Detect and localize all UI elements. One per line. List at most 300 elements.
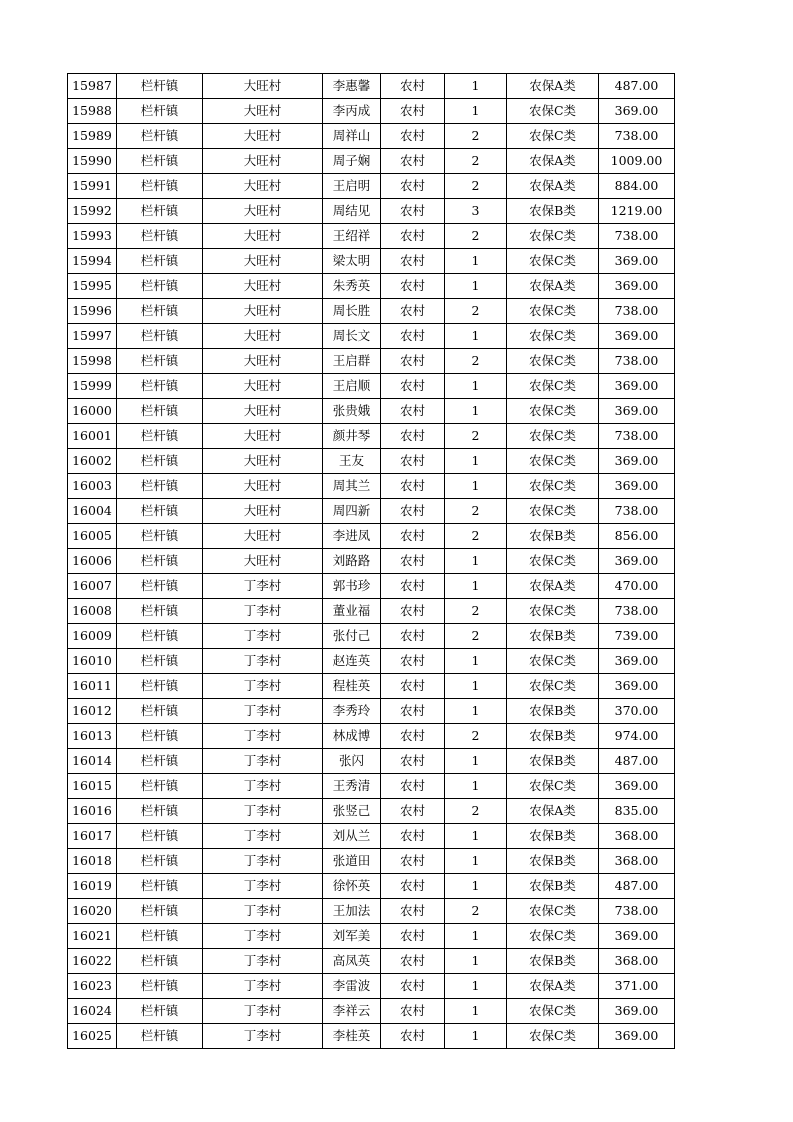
insurance-category-cell: 农保B类 (507, 199, 599, 224)
amount-cell: 369.00 (599, 774, 675, 799)
record-number-cell: 15997 (68, 324, 117, 349)
area-type-cell: 农村 (381, 149, 445, 174)
area-type-cell: 农村 (381, 574, 445, 599)
table-row (68, 549, 675, 574)
town-cell: 栏杆镇 (117, 799, 203, 824)
records-table-body (68, 74, 675, 1049)
area-type-cell: 农村 (381, 1024, 445, 1049)
table-row (68, 449, 675, 474)
town-cell: 栏杆镇 (117, 324, 203, 349)
record-number-cell: 16005 (68, 524, 117, 549)
town-cell: 栏杆镇 (117, 774, 203, 799)
amount-cell: 738.00 (599, 899, 675, 924)
name-cell: 王绍祥 (323, 224, 381, 249)
area-type-cell: 农村 (381, 374, 445, 399)
household-size-cell: 1 (445, 449, 507, 474)
table-row (68, 224, 675, 249)
table-row (68, 949, 675, 974)
amount-cell: 371.00 (599, 974, 675, 999)
town-cell: 栏杆镇 (117, 924, 203, 949)
amount-cell: 369.00 (599, 1024, 675, 1049)
table-row (68, 874, 675, 899)
household-size-cell: 1 (445, 924, 507, 949)
table-row (68, 774, 675, 799)
village-cell: 大旺村 (203, 549, 323, 574)
area-type-cell: 农村 (381, 124, 445, 149)
record-number-cell: 16006 (68, 549, 117, 574)
insurance-category-cell: 农保C类 (507, 399, 599, 424)
record-number-cell: 16015 (68, 774, 117, 799)
amount-cell: 738.00 (599, 299, 675, 324)
name-cell: 周长胜 (323, 299, 381, 324)
amount-cell: 835.00 (599, 799, 675, 824)
record-number-cell: 16020 (68, 899, 117, 924)
table-row (68, 849, 675, 874)
record-number-cell: 15994 (68, 249, 117, 274)
area-type-cell: 农村 (381, 674, 445, 699)
household-size-cell: 1 (445, 824, 507, 849)
record-number-cell: 16011 (68, 674, 117, 699)
village-cell: 大旺村 (203, 149, 323, 174)
area-type-cell: 农村 (381, 524, 445, 549)
table-row (68, 924, 675, 949)
amount-cell: 370.00 (599, 699, 675, 724)
name-cell: 李丙成 (323, 99, 381, 124)
household-size-cell: 2 (445, 624, 507, 649)
name-cell: 李秀玲 (323, 699, 381, 724)
insurance-category-cell: 农保A类 (507, 799, 599, 824)
village-cell: 大旺村 (203, 399, 323, 424)
record-number-cell: 16009 (68, 624, 117, 649)
town-cell: 栏杆镇 (117, 74, 203, 99)
amount-cell: 738.00 (599, 599, 675, 624)
village-cell: 大旺村 (203, 299, 323, 324)
record-number-cell: 16002 (68, 449, 117, 474)
amount-cell: 369.00 (599, 999, 675, 1024)
name-cell: 林成博 (323, 724, 381, 749)
record-number-cell: 15992 (68, 199, 117, 224)
village-cell: 大旺村 (203, 74, 323, 99)
name-cell: 王友 (323, 449, 381, 474)
table-row (68, 899, 675, 924)
town-cell: 栏杆镇 (117, 224, 203, 249)
record-number-cell: 15999 (68, 374, 117, 399)
record-number-cell: 16016 (68, 799, 117, 824)
table-row (68, 149, 675, 174)
household-size-cell: 1 (445, 999, 507, 1024)
record-number-cell: 16018 (68, 849, 117, 874)
area-type-cell: 农村 (381, 424, 445, 449)
village-cell: 大旺村 (203, 524, 323, 549)
household-size-cell: 1 (445, 549, 507, 574)
table-row (68, 399, 675, 424)
area-type-cell: 农村 (381, 649, 445, 674)
table-row (68, 624, 675, 649)
town-cell: 栏杆镇 (117, 174, 203, 199)
table-row (68, 799, 675, 824)
insurance-category-cell: 农保C类 (507, 224, 599, 249)
area-type-cell: 农村 (381, 349, 445, 374)
area-type-cell: 农村 (381, 824, 445, 849)
area-type-cell: 农村 (381, 624, 445, 649)
area-type-cell: 农村 (381, 324, 445, 349)
amount-cell: 369.00 (599, 99, 675, 124)
name-cell: 程桂英 (323, 674, 381, 699)
household-size-cell: 2 (445, 174, 507, 199)
household-size-cell: 1 (445, 849, 507, 874)
name-cell: 李祥云 (323, 999, 381, 1024)
record-number-cell: 15995 (68, 274, 117, 299)
record-number-cell: 16004 (68, 499, 117, 524)
household-size-cell: 1 (445, 774, 507, 799)
town-cell: 栏杆镇 (117, 374, 203, 399)
area-type-cell: 农村 (381, 449, 445, 474)
village-cell: 丁李村 (203, 799, 323, 824)
amount-cell: 487.00 (599, 874, 675, 899)
town-cell: 栏杆镇 (117, 724, 203, 749)
area-type-cell: 农村 (381, 199, 445, 224)
household-size-cell: 2 (445, 899, 507, 924)
amount-cell: 884.00 (599, 174, 675, 199)
area-type-cell: 农村 (381, 74, 445, 99)
village-cell: 丁李村 (203, 924, 323, 949)
insurance-category-cell: 农保C类 (507, 899, 599, 924)
town-cell: 栏杆镇 (117, 849, 203, 874)
table-row (68, 1024, 675, 1049)
area-type-cell: 农村 (381, 474, 445, 499)
amount-cell: 369.00 (599, 674, 675, 699)
amount-cell: 369.00 (599, 449, 675, 474)
village-cell: 丁李村 (203, 849, 323, 874)
household-size-cell: 2 (445, 524, 507, 549)
amount-cell: 487.00 (599, 74, 675, 99)
insurance-category-cell: 农保C类 (507, 599, 599, 624)
household-size-cell: 2 (445, 299, 507, 324)
record-number-cell: 16019 (68, 874, 117, 899)
household-size-cell: 2 (445, 599, 507, 624)
town-cell: 栏杆镇 (117, 699, 203, 724)
name-cell: 王启群 (323, 349, 381, 374)
record-number-cell: 16021 (68, 924, 117, 949)
household-size-cell: 1 (445, 99, 507, 124)
amount-cell: 369.00 (599, 924, 675, 949)
record-number-cell: 15996 (68, 299, 117, 324)
household-size-cell: 1 (445, 949, 507, 974)
household-size-cell: 2 (445, 224, 507, 249)
table-row (68, 724, 675, 749)
record-number-cell: 16024 (68, 999, 117, 1024)
name-cell: 张闪 (323, 749, 381, 774)
area-type-cell: 农村 (381, 299, 445, 324)
insurance-category-cell: 农保C类 (507, 674, 599, 699)
table-row (68, 599, 675, 624)
name-cell: 李惠馨 (323, 74, 381, 99)
record-number-cell: 16014 (68, 749, 117, 774)
household-size-cell: 1 (445, 1024, 507, 1049)
table-row (68, 499, 675, 524)
name-cell: 周四新 (323, 499, 381, 524)
amount-cell: 487.00 (599, 749, 675, 774)
village-cell: 大旺村 (203, 499, 323, 524)
name-cell: 梁太明 (323, 249, 381, 274)
village-cell: 大旺村 (203, 374, 323, 399)
village-cell: 丁李村 (203, 949, 323, 974)
insurance-category-cell: 农保C类 (507, 774, 599, 799)
village-cell: 丁李村 (203, 899, 323, 924)
record-number-cell: 16010 (68, 649, 117, 674)
record-number-cell: 16023 (68, 974, 117, 999)
area-type-cell: 农村 (381, 924, 445, 949)
name-cell: 张付己 (323, 624, 381, 649)
insurance-category-cell: 农保A类 (507, 74, 599, 99)
table-row (68, 199, 675, 224)
table-row (68, 524, 675, 549)
record-number-cell: 16007 (68, 574, 117, 599)
village-cell: 大旺村 (203, 274, 323, 299)
name-cell: 郭书珍 (323, 574, 381, 599)
amount-cell: 738.00 (599, 349, 675, 374)
area-type-cell: 农村 (381, 174, 445, 199)
insurance-category-cell: 农保B类 (507, 949, 599, 974)
table-row (68, 249, 675, 274)
amount-cell: 369.00 (599, 549, 675, 574)
village-cell: 丁李村 (203, 649, 323, 674)
amount-cell: 1219.00 (599, 199, 675, 224)
village-cell: 大旺村 (203, 449, 323, 474)
name-cell: 周其兰 (323, 474, 381, 499)
amount-cell: 738.00 (599, 124, 675, 149)
name-cell: 王启明 (323, 174, 381, 199)
household-size-cell: 1 (445, 274, 507, 299)
town-cell: 栏杆镇 (117, 349, 203, 374)
insurance-category-cell: 农保C类 (507, 999, 599, 1024)
village-cell: 大旺村 (203, 349, 323, 374)
name-cell: 赵连英 (323, 649, 381, 674)
insurance-category-cell: 农保A类 (507, 174, 599, 199)
name-cell: 王加法 (323, 899, 381, 924)
insurance-category-cell: 农保B类 (507, 849, 599, 874)
village-cell: 丁李村 (203, 624, 323, 649)
table-row (68, 274, 675, 299)
area-type-cell: 农村 (381, 99, 445, 124)
name-cell: 刘从兰 (323, 824, 381, 849)
village-cell: 丁李村 (203, 749, 323, 774)
amount-cell: 369.00 (599, 374, 675, 399)
household-size-cell: 2 (445, 499, 507, 524)
town-cell: 栏杆镇 (117, 549, 203, 574)
insurance-category-cell: 农保C类 (507, 649, 599, 674)
village-cell: 丁李村 (203, 999, 323, 1024)
household-size-cell: 1 (445, 974, 507, 999)
town-cell: 栏杆镇 (117, 899, 203, 924)
amount-cell: 369.00 (599, 249, 675, 274)
record-number-cell: 15987 (68, 74, 117, 99)
table-row (68, 474, 675, 499)
name-cell: 王启顺 (323, 374, 381, 399)
record-number-cell: 15998 (68, 349, 117, 374)
amount-cell: 369.00 (599, 324, 675, 349)
amount-cell: 738.00 (599, 224, 675, 249)
amount-cell: 738.00 (599, 424, 675, 449)
town-cell: 栏杆镇 (117, 524, 203, 549)
village-cell: 丁李村 (203, 724, 323, 749)
insurance-category-cell: 农保B类 (507, 524, 599, 549)
record-number-cell: 16017 (68, 824, 117, 849)
amount-cell: 369.00 (599, 474, 675, 499)
table-row (68, 324, 675, 349)
record-number-cell: 16022 (68, 949, 117, 974)
village-cell: 大旺村 (203, 174, 323, 199)
insurance-category-cell: 农保B类 (507, 874, 599, 899)
village-cell: 大旺村 (203, 199, 323, 224)
name-cell: 张道田 (323, 849, 381, 874)
household-size-cell: 1 (445, 324, 507, 349)
town-cell: 栏杆镇 (117, 299, 203, 324)
insurance-category-cell: 农保A类 (507, 149, 599, 174)
insurance-category-cell: 农保A类 (507, 274, 599, 299)
area-type-cell: 农村 (381, 949, 445, 974)
name-cell: 李进凤 (323, 524, 381, 549)
household-size-cell: 2 (445, 349, 507, 374)
household-size-cell: 1 (445, 74, 507, 99)
table-row (68, 999, 675, 1024)
table-row (68, 74, 675, 99)
amount-cell: 369.00 (599, 399, 675, 424)
insurance-category-cell: 农保A类 (507, 574, 599, 599)
village-cell: 丁李村 (203, 574, 323, 599)
record-number-cell: 16013 (68, 724, 117, 749)
insurance-category-cell: 农保C类 (507, 499, 599, 524)
amount-cell: 738.00 (599, 499, 675, 524)
name-cell: 张竖己 (323, 799, 381, 824)
insurance-category-cell: 农保C类 (507, 324, 599, 349)
town-cell: 栏杆镇 (117, 499, 203, 524)
name-cell: 刘军美 (323, 924, 381, 949)
area-type-cell: 农村 (381, 774, 445, 799)
record-number-cell: 15988 (68, 99, 117, 124)
household-size-cell: 1 (445, 674, 507, 699)
area-type-cell: 农村 (381, 849, 445, 874)
insurance-category-cell: 农保B类 (507, 624, 599, 649)
insurance-category-cell: 农保C类 (507, 924, 599, 949)
insurance-category-cell: 农保C类 (507, 1024, 599, 1049)
town-cell: 栏杆镇 (117, 824, 203, 849)
amount-cell: 856.00 (599, 524, 675, 549)
name-cell: 周祥山 (323, 124, 381, 149)
village-cell: 丁李村 (203, 974, 323, 999)
village-cell: 大旺村 (203, 99, 323, 124)
record-number-cell: 16001 (68, 424, 117, 449)
insurance-category-cell: 农保C类 (507, 124, 599, 149)
name-cell: 李桂英 (323, 1024, 381, 1049)
record-number-cell: 15990 (68, 149, 117, 174)
table-row (68, 299, 675, 324)
town-cell: 栏杆镇 (117, 399, 203, 424)
household-size-cell: 2 (445, 799, 507, 824)
town-cell: 栏杆镇 (117, 574, 203, 599)
town-cell: 栏杆镇 (117, 999, 203, 1024)
insurance-category-cell: 农保C类 (507, 424, 599, 449)
insurance-category-cell: 农保A类 (507, 974, 599, 999)
name-cell: 王秀清 (323, 774, 381, 799)
household-size-cell: 1 (445, 374, 507, 399)
area-type-cell: 农村 (381, 599, 445, 624)
name-cell: 周结见 (323, 199, 381, 224)
name-cell: 徐怀英 (323, 874, 381, 899)
town-cell: 栏杆镇 (117, 249, 203, 274)
village-cell: 大旺村 (203, 424, 323, 449)
insurance-category-cell: 农保C类 (507, 549, 599, 574)
town-cell: 栏杆镇 (117, 149, 203, 174)
record-number-cell: 15991 (68, 174, 117, 199)
name-cell: 朱秀英 (323, 274, 381, 299)
insurance-category-cell: 农保C类 (507, 374, 599, 399)
village-cell: 丁李村 (203, 599, 323, 624)
amount-cell: 368.00 (599, 949, 675, 974)
household-size-cell: 1 (445, 874, 507, 899)
table-row (68, 974, 675, 999)
household-size-cell: 1 (445, 699, 507, 724)
record-number-cell: 16003 (68, 474, 117, 499)
household-size-cell: 2 (445, 724, 507, 749)
amount-cell: 369.00 (599, 274, 675, 299)
village-cell: 丁李村 (203, 699, 323, 724)
town-cell: 栏杆镇 (117, 199, 203, 224)
insurance-category-cell: 农保B类 (507, 724, 599, 749)
town-cell: 栏杆镇 (117, 424, 203, 449)
record-number-cell: 15989 (68, 124, 117, 149)
record-number-cell: 16000 (68, 399, 117, 424)
household-size-cell: 1 (445, 474, 507, 499)
table-row (68, 824, 675, 849)
town-cell: 栏杆镇 (117, 749, 203, 774)
household-size-cell: 2 (445, 149, 507, 174)
village-cell: 丁李村 (203, 824, 323, 849)
insurance-category-cell: 农保C类 (507, 449, 599, 474)
record-number-cell: 15993 (68, 224, 117, 249)
village-cell: 丁李村 (203, 774, 323, 799)
town-cell: 栏杆镇 (117, 1024, 203, 1049)
area-type-cell: 农村 (381, 699, 445, 724)
insurance-category-cell: 农保C类 (507, 349, 599, 374)
town-cell: 栏杆镇 (117, 649, 203, 674)
town-cell: 栏杆镇 (117, 974, 203, 999)
household-size-cell: 1 (445, 399, 507, 424)
table-row (68, 674, 675, 699)
name-cell: 周长文 (323, 324, 381, 349)
household-size-cell: 1 (445, 649, 507, 674)
insurance-category-cell: 农保C类 (507, 474, 599, 499)
amount-cell: 1009.00 (599, 149, 675, 174)
table-row (68, 649, 675, 674)
household-size-cell: 1 (445, 749, 507, 774)
name-cell: 刘路路 (323, 549, 381, 574)
household-size-cell: 1 (445, 574, 507, 599)
area-type-cell: 农村 (381, 874, 445, 899)
household-size-cell: 3 (445, 199, 507, 224)
town-cell: 栏杆镇 (117, 624, 203, 649)
area-type-cell: 农村 (381, 399, 445, 424)
area-type-cell: 农村 (381, 549, 445, 574)
insurance-category-cell: 农保B类 (507, 824, 599, 849)
insurance-category-cell: 农保B类 (507, 699, 599, 724)
town-cell: 栏杆镇 (117, 99, 203, 124)
village-cell: 大旺村 (203, 224, 323, 249)
area-type-cell: 农村 (381, 999, 445, 1024)
area-type-cell: 农村 (381, 974, 445, 999)
amount-cell: 368.00 (599, 824, 675, 849)
village-cell: 丁李村 (203, 874, 323, 899)
